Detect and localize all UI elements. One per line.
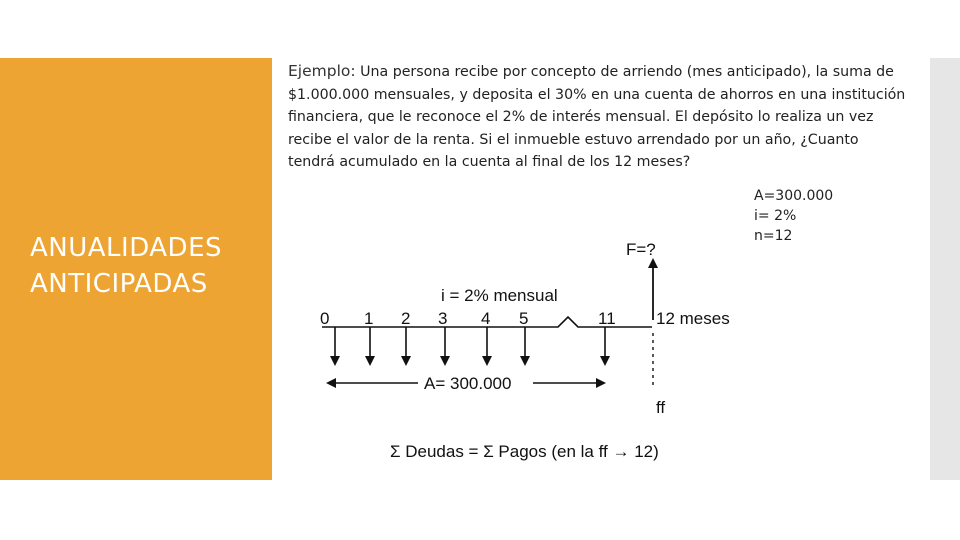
annuity-label: A= 300.000 bbox=[424, 374, 512, 393]
section-title bbox=[30, 230, 222, 302]
period-label-2: 2 bbox=[401, 309, 411, 328]
example-paragraph bbox=[288, 60, 908, 174]
focal-label: ff bbox=[656, 398, 666, 417]
cash-flow-diagram bbox=[300, 225, 740, 470]
period-label-0: 0 bbox=[320, 309, 330, 328]
period-label-5: 5 bbox=[519, 309, 529, 328]
period-label-1: 1 bbox=[364, 309, 374, 328]
period-label-3: 3 bbox=[438, 309, 448, 328]
rate-label: i = 2% mensual bbox=[441, 286, 558, 305]
future-value-label: F=? bbox=[626, 240, 656, 259]
param-periods: n=12 bbox=[754, 228, 793, 244]
side-bar bbox=[930, 58, 960, 480]
equation: Σ Deudas = Σ Pagos (en la ff → 12) bbox=[390, 442, 659, 461]
end-label: 12 meses bbox=[656, 309, 730, 328]
param-annuity: A=300.000 bbox=[754, 188, 834, 204]
section-title-line1: ANUALIDADES bbox=[30, 233, 223, 263]
param-rate: i= 2% bbox=[754, 208, 797, 224]
period-label-11: 11 bbox=[598, 309, 616, 328]
section-title-line2: ANTICIPADAS bbox=[30, 269, 208, 299]
example-label: Ejemplo: bbox=[288, 62, 356, 80]
period-label-4: 4 bbox=[481, 309, 491, 328]
example-body: Una persona recibe por concepto de arriendo (mes anticipado), la suma de $1.000.000 mensuales, y deposita el 30% en una cuenta de ahorros en una institución financiera, que le reconoce el 2% de interés mensual. El depósito lo realiza un vez recibe el valor de la renta. Si el inmueble estuvo arrendado por un año, ¿Cuanto tendrá acumulado en la cuenta al final de los 12 meses? bbox=[288, 64, 906, 170]
parameters-list bbox=[754, 186, 833, 246]
